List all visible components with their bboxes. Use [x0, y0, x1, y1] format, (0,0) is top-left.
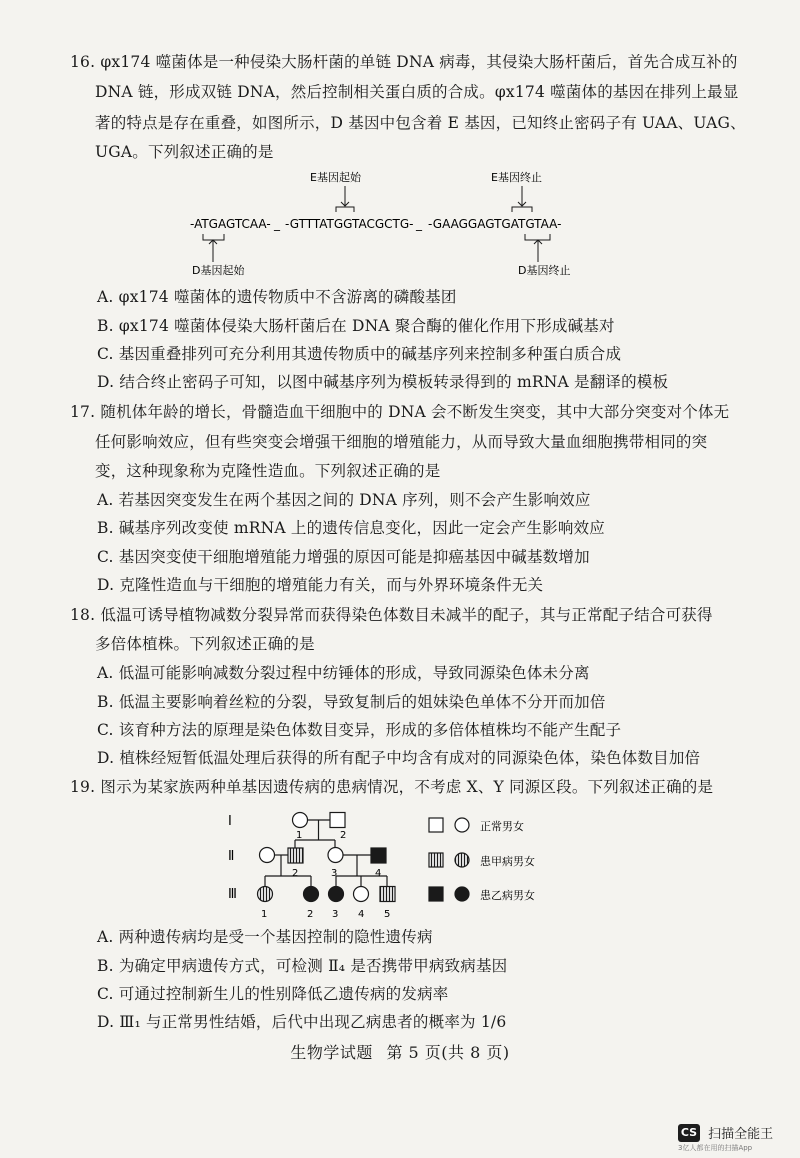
- q19-option-d: D. Ⅲ₁ 与正常男性结婚，后代中出现乙病患者的概率为 1/6: [97, 1013, 507, 1031]
- generation-2-label: Ⅱ: [228, 849, 235, 864]
- III-5-disease-a-male: [380, 887, 395, 902]
- footer-subject: 生物学试题: [290, 1043, 373, 1062]
- III-3-disease-b-female: [329, 887, 344, 902]
- legend-normal-label: 正常男女: [480, 820, 524, 833]
- q18-option-b: B. 低温主要影响着丝粒的分裂，导致复制后的姐妹染色单体不分开而加倍: [97, 693, 606, 711]
- I-2-number: 2: [340, 830, 347, 841]
- q17-stem-line-3: 变，这种现象称为克隆性造血。下列叙述正确的是: [95, 462, 441, 480]
- pedigree-lines: [265, 820, 387, 886]
- I-1-number: 1: [296, 830, 303, 841]
- pedigree-figure: [220, 808, 540, 926]
- d-start-label: D基因起始: [192, 264, 245, 277]
- q17-stem-line-2: 任何影响效应，但有些突变会增强干细胞的增殖能力，从而导致大量血细胞携带相同的突: [95, 433, 708, 451]
- dna-segment-3: -GAAGGAGTGATGTAA-: [428, 217, 562, 231]
- q17-option-c: C. 基因突变使干细胞增殖能力增强的原因可能是抑癌基因中碱基数增加: [97, 548, 590, 566]
- legend-disease-a-label: 患甲病男女: [480, 855, 535, 868]
- footer-page-number: 第 5 页(共 8 页): [386, 1043, 510, 1062]
- III-5-number: 5: [384, 909, 391, 920]
- d-end-bracket: [525, 234, 550, 240]
- e-start-bracket: [336, 207, 354, 212]
- q16-option-c: C. 基因重叠排列可充分利用其遗传物质中的碱基序列来控制多种蛋白质合成: [97, 345, 622, 363]
- dna-gap-1: _: [274, 217, 280, 231]
- II-3-normal-female: [328, 848, 343, 863]
- d-end-label: D基因终止: [518, 264, 571, 277]
- III-2-disease-b-female: [304, 887, 319, 902]
- q19-option-a: A. 两种遗传病均是受一个基因控制的隐性遗传病: [97, 928, 433, 946]
- I-2-normal-male: [330, 813, 345, 828]
- III-1-number: 1: [261, 909, 268, 920]
- III-2-number: 2: [307, 909, 314, 920]
- legend-normal-female: [455, 818, 469, 832]
- q17-option-b: B. 碱基序列改变使 mRNA 上的遗传信息变化，因此一定会产生影响效应: [97, 519, 605, 537]
- scanner-logo-icon: CS: [678, 1124, 700, 1142]
- scanner-watermark: [678, 1122, 774, 1152]
- q16-stem-line-1: 16. φx174 噬菌体是一种侵染大肠杆菌的单链 DNA 病毒，其侵染大肠杆菌后，首先合成互补的: [70, 53, 738, 71]
- page-footer: [0, 1040, 800, 1063]
- e-end-label: E基因终止: [491, 171, 542, 184]
- generation-3-label: Ⅲ: [228, 887, 237, 902]
- II-1-normal-female: [260, 848, 275, 863]
- legend-disease-b-label: 患乙病男女: [480, 889, 535, 902]
- III-4-number: 4: [358, 909, 365, 920]
- scanner-app-name: 扫描全能王: [708, 1127, 774, 1142]
- q17-option-d: D. 克隆性造血与干细胞的增殖能力有关，而与外界环境条件无关: [97, 576, 544, 594]
- q16-option-b: B. φx174 噬菌体侵染大肠杆菌后在 DNA 聚合酶的催化作用下形成碱基对: [97, 317, 615, 335]
- q16-option-d: D. 结合终止密码子可知，以图中碱基序列为模板转录得到的 mRNA 是翻译的模板: [97, 373, 669, 391]
- pedigree-chart: [220, 808, 540, 926]
- q19-stem-line-1: 19. 图示为某家族两种单基因遗传病的患病情况，不考虑 X、Y 同源区段。下列叙述正确的是: [70, 778, 714, 796]
- dna-gap-2: _: [416, 217, 422, 231]
- II-4-disease-b-male: [371, 848, 386, 863]
- q16-stem-line-3: 著的特点是存在重叠，如图所示，D 基因中包含着 E 基因，已知终止密码子有 UAA、UAG、: [95, 114, 746, 132]
- q16-stem-line-2: DNA 链，形成双链 DNA，然后控制相关蛋白质的合成。φx174 噬菌体的基因在排列上最显: [95, 83, 739, 101]
- II-4-number: 4: [375, 868, 382, 879]
- II-2-disease-a-male: [288, 848, 303, 863]
- q16-option-a: A. φx174 噬菌体的遗传物质中不含游离的磷酸基团: [97, 288, 457, 306]
- e-start-label: E基因起始: [310, 171, 361, 184]
- q16-stem-line-4: UGA。下列叙述正确的是: [95, 143, 274, 161]
- q18-stem-line-1: 18. 低温可诱导植物减数分裂异常而获得染色体数目未减半的配子，其与正常配子结合可获得: [70, 606, 713, 624]
- q17-stem-line-1: 17. 随机体年龄的增长，骨髓造血干细胞中的 DNA 会不断发生突变，其中大部分突变对个体无: [70, 403, 730, 421]
- III-1-disease-a-female: [258, 887, 273, 902]
- legend-disease-a-male: [429, 853, 443, 867]
- III-3-number: 3: [332, 909, 339, 920]
- q18-stem-line-2: 多倍体植株。下列叙述正确的是: [95, 635, 315, 653]
- dna-segment-2: -GTTTATGGTACGCTG-: [285, 217, 414, 231]
- III-4-normal-female: [354, 887, 369, 902]
- q19-option-b: B. 为确定甲病遗传方式，可检测 Ⅱ₄ 是否携带甲病致病基因: [97, 957, 508, 975]
- legend-disease-a-female: [455, 853, 469, 867]
- legend-disease-b-female: [455, 887, 469, 901]
- dna-segment-1: -ATGAGTCAA-: [190, 217, 271, 231]
- legend-normal-male: [429, 818, 443, 832]
- q18-option-d: D. 植株经短暂低温处理后获得的所有配子中均含有成对的同源染色体，染色体数目加倍: [97, 749, 701, 767]
- II-3-number: 3: [331, 868, 338, 879]
- II-2-number: 2: [292, 868, 299, 879]
- gene-overlap-diagram: [160, 168, 640, 278]
- legend-disease-b-male: [429, 887, 443, 901]
- generation-1-label: Ⅰ: [228, 814, 232, 829]
- q19-option-c: C. 可通过控制新生儿的性别降低乙遗传病的发病率: [97, 985, 449, 1003]
- q18-option-a: A. 低温可能影响减数分裂过程中纺锤体的形成，导致同源染色体未分离: [97, 664, 590, 682]
- d-start-bracket: [203, 234, 224, 240]
- e-end-bracket: [512, 207, 532, 212]
- q18-option-c: C. 该育种方法的原理是染色体数目变异，形成的多倍体植株均不能产生配子: [97, 721, 622, 739]
- I-1-normal-female: [293, 813, 308, 828]
- q17-option-a: A. 若基因突变发生在两个基因之间的 DNA 序列，则不会产生影响效应: [97, 491, 591, 509]
- scanner-tagline: 3亿人都在用的扫描App: [678, 1144, 753, 1152]
- gene-overlap-figure: [160, 168, 640, 278]
